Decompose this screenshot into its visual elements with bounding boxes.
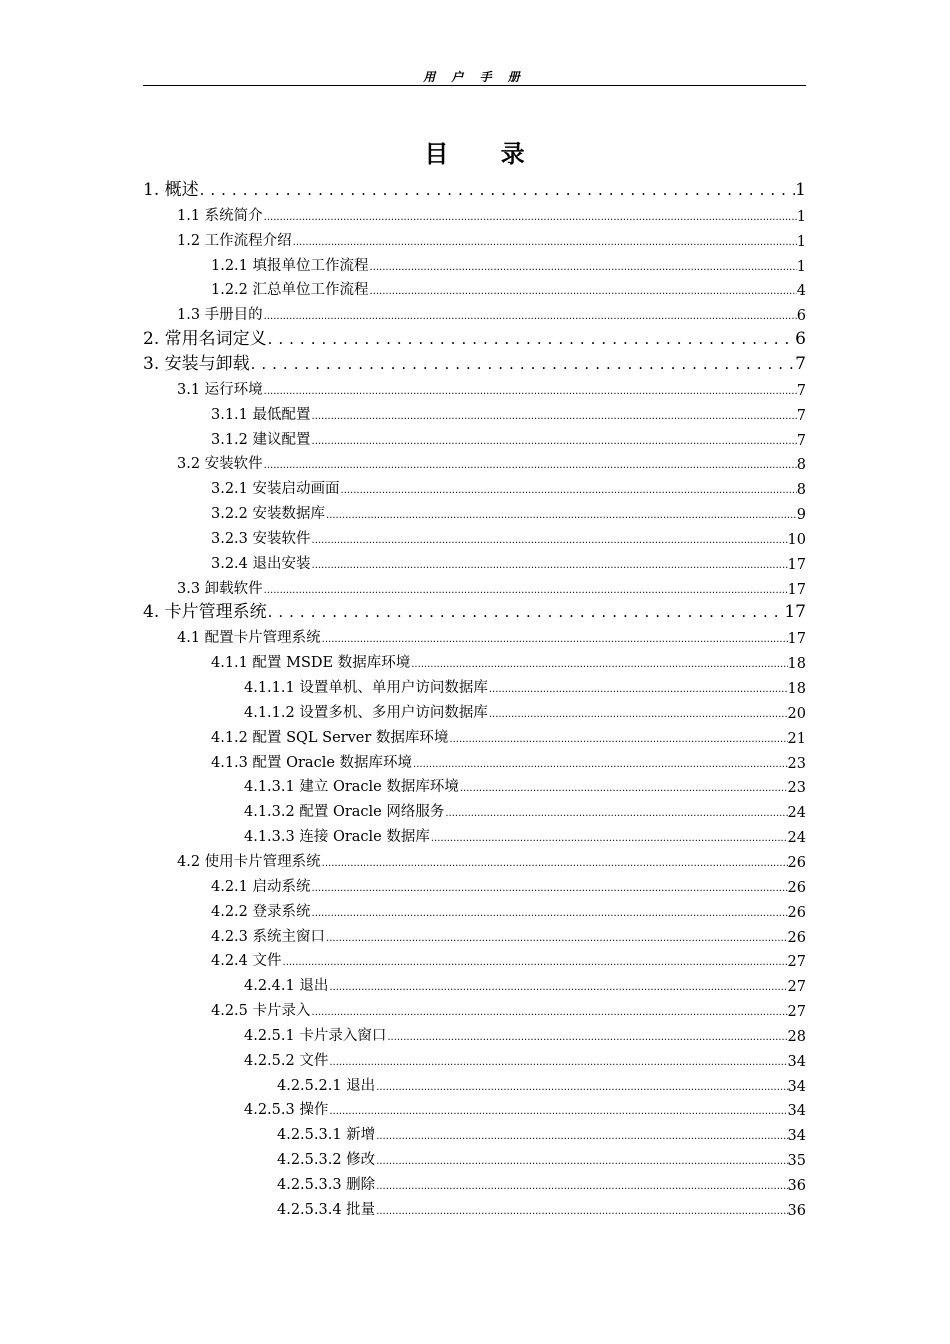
toc-entry-text: 3.3 卸载软件 <box>177 580 263 597</box>
toc-dot-leader <box>311 896 788 921</box>
toc-dot-leader <box>488 697 788 722</box>
toc-page-number: 27 <box>787 1004 806 1021</box>
toc-entry[interactable] <box>143 647 806 672</box>
toc-page-number: 24 <box>787 805 806 822</box>
toc-dot-leader <box>311 871 788 896</box>
toc-page-number: 17 <box>787 556 806 573</box>
toc-entry-text: 3.2.2 安装数据库 <box>211 506 326 523</box>
toc-entry[interactable] <box>143 1045 806 1070</box>
toc-dot-leader <box>340 473 797 498</box>
toc-dot-leader <box>263 200 797 225</box>
toc-entry[interactable] <box>143 672 806 697</box>
toc-dot-leader <box>375 1194 787 1219</box>
toc-page-number: 1 <box>796 258 806 275</box>
toc-dot-leader <box>325 498 797 523</box>
toc-entry[interactable] <box>143 796 806 821</box>
toc-page-number: 7 <box>796 407 806 424</box>
toc-dot-leader <box>375 1119 787 1144</box>
toc-entry-text: 1.1 系统简介 <box>177 207 263 224</box>
toc-dot-leader <box>282 945 788 970</box>
toc-entry[interactable] <box>143 921 806 946</box>
toc-entry-text: 4.2.1 启动系统 <box>211 878 311 895</box>
toc-entry[interactable] <box>143 697 806 722</box>
toc-dot-leader <box>311 548 788 573</box>
toc-page-number: 27 <box>787 954 806 971</box>
toc-entry-text: 4.2.2 登录系统 <box>211 903 311 920</box>
toc-page-number: 18 <box>787 681 806 697</box>
toc-dot-leader <box>321 846 788 871</box>
toc-entry[interactable] <box>143 274 806 299</box>
toc-dot-leader <box>328 1045 787 1070</box>
toc-page-number: 26 <box>787 929 806 946</box>
toc-entry[interactable] <box>143 1070 806 1095</box>
page-header: 用 户 手 册 <box>423 70 526 84</box>
toc-page-number: 20 <box>787 705 806 722</box>
toc-entry-text: 4.2.5.3.2 修改 <box>277 1152 376 1169</box>
toc-entry-text: 4.1.3.1 建立 Oracle 数据库环境 <box>244 779 459 796</box>
toc-entry[interactable] <box>143 1094 806 1119</box>
toc-entry-text: 4.2.5.2 文件 <box>244 1052 329 1069</box>
toc-entry-text: 4. 卡片管理系统 <box>143 602 267 623</box>
toc-entry-text: 2. 常用名词定义 <box>143 329 267 350</box>
toc-page-number: 6 <box>796 308 806 325</box>
toc-page-number: 7 <box>796 382 806 399</box>
toc-dot-leader <box>375 1070 787 1095</box>
toc-entry[interactable] <box>143 1020 806 1045</box>
toc-entry-text: 4.1.2 配置 SQL Server 数据库环境 <box>211 729 449 746</box>
toc-page-number: 17 <box>784 602 806 623</box>
toc-page-number: 7 <box>795 353 806 374</box>
toc-page-number: 10 <box>787 531 806 548</box>
toc-entry-text: 4.2.5 卡片录入 <box>211 1003 311 1020</box>
toc-page-number: 8 <box>796 482 806 499</box>
toc-dot-leader <box>410 647 787 672</box>
toc-dot-leader <box>311 523 788 548</box>
toc-dot-leader <box>263 573 788 598</box>
toc-dot-leader <box>412 747 788 772</box>
toc-entry[interactable] <box>143 1169 806 1194</box>
toc-entry-text: 1.3 手册目的 <box>177 307 263 324</box>
toc-dot-leader <box>328 970 787 995</box>
toc-entry-text: 4.2.5.2.1 退出 <box>277 1077 376 1094</box>
toc-entry-text: 4.1.3.2 配置 Oracle 网络服务 <box>244 804 445 821</box>
toc-entry[interactable] <box>143 324 806 349</box>
toc-dot-leader <box>375 1144 787 1169</box>
toc-entry-text: 3.2 安装软件 <box>177 456 263 473</box>
toc-page-number: 23 <box>787 780 806 797</box>
toc-entry-text: 4.1.1 配置 MSDE 数据库环境 <box>211 655 411 672</box>
toc-dot-leader <box>250 349 796 374</box>
toc-entry-text: 4.2.5.3 操作 <box>244 1102 329 1119</box>
toc-dot-leader <box>444 796 787 821</box>
toc-dot-leader <box>311 399 797 424</box>
toc-dot-leader <box>488 672 788 697</box>
toc-dot-leader <box>369 274 797 299</box>
toc-entry[interactable] <box>143 399 806 424</box>
toc-entry-text: 4.2.5.3.4 批量 <box>277 1201 376 1218</box>
toc-entry[interactable] <box>143 175 806 200</box>
toc-entry-text: 4.2 使用卡片管理系统 <box>177 853 321 870</box>
toc-entry[interactable] <box>143 771 806 796</box>
toc-page-number: 23 <box>787 755 806 772</box>
toc-page-number: 1 <box>795 180 806 200</box>
toc-page-number: 18 <box>787 656 806 673</box>
toc-entry[interactable] <box>143 374 806 399</box>
toc-page-number: 34 <box>787 1128 806 1145</box>
toc-page-number: 17 <box>787 581 806 598</box>
toc-page-number: 7 <box>796 432 806 449</box>
toc-entry[interactable] <box>143 945 806 970</box>
toc-entry[interactable] <box>143 821 806 846</box>
toc-entry[interactable] <box>143 1119 806 1144</box>
toc-dot-leader <box>267 324 796 349</box>
toc-entry[interactable] <box>143 225 806 250</box>
toc-dot-leader <box>311 424 797 449</box>
toc-page-number: 34 <box>787 1103 806 1120</box>
toc-entry[interactable] <box>143 200 806 225</box>
toc-page-number: 26 <box>787 904 806 921</box>
toc-dot-leader <box>375 1169 787 1194</box>
toc-entry-text: 1. 概述 <box>143 180 199 200</box>
toc-page-number: 4 <box>796 283 806 300</box>
toc-entry[interactable] <box>143 349 806 374</box>
toc-page-number: 26 <box>787 854 806 871</box>
toc-entry[interactable] <box>143 498 806 523</box>
toc-page-number: 1 <box>796 208 806 225</box>
toc-page-number: 24 <box>787 830 806 847</box>
toc-page-number: 8 <box>796 457 806 474</box>
toc-dot-leader <box>267 597 785 622</box>
toc-entry[interactable] <box>143 548 806 573</box>
toc-entry[interactable] <box>143 747 806 772</box>
toc-page-number: 27 <box>787 979 806 996</box>
toc-page-number: 17 <box>787 631 806 648</box>
toc-entry-text: 4.2.3 系统主窗口 <box>211 928 326 945</box>
toc-entry-text: 3.2.4 退出安装 <box>211 555 311 572</box>
toc-entry-text: 3.2.1 安装启动画面 <box>211 481 340 498</box>
toc-entry[interactable] <box>143 722 806 747</box>
toc-entry-text: 1.2.2 汇总单位工作流程 <box>211 282 369 299</box>
toc-entry-text: 4.1.1.2 设置多机、多用户访问数据库 <box>244 704 488 721</box>
toc-entry[interactable] <box>143 995 806 1020</box>
toc-entry[interactable] <box>143 523 806 548</box>
toc-entry[interactable] <box>143 846 806 871</box>
toc-entry[interactable] <box>143 250 806 275</box>
toc-entry-text: 4.2.5.1 卡片录入窗口 <box>244 1027 387 1044</box>
toc-title: 目 录 <box>424 139 547 168</box>
toc-entry-text: 1.2 工作流程介绍 <box>177 232 292 249</box>
toc-entry-text: 3. 安装与卸载 <box>143 353 250 374</box>
toc-page-number: 35 <box>787 1153 806 1170</box>
toc-dot-leader <box>386 1020 787 1045</box>
toc-entry-text: 4.1.3 配置 Oracle 数据库环境 <box>211 754 413 771</box>
toc-dot-leader <box>292 225 797 250</box>
toc-dot-leader <box>328 1094 787 1119</box>
toc-entry-text: 1.2.1 填报单位工作流程 <box>211 257 369 274</box>
toc-dot-leader <box>325 921 788 946</box>
toc-page-number: 36 <box>787 1202 806 1219</box>
toc-entry-text: 3.1.1 最低配置 <box>211 406 311 423</box>
toc-page-number: 26 <box>787 879 806 896</box>
toc-entry-text: 4.2.4.1 退出 <box>244 978 329 995</box>
toc-entry[interactable] <box>143 1144 806 1169</box>
toc-dot-leader <box>369 250 797 275</box>
toc-entry[interactable] <box>143 448 806 473</box>
toc-dot-leader <box>448 722 787 747</box>
toc-entry-text: 4.1.3.3 连接 Oracle 数据库 <box>244 829 430 846</box>
toc-dot-leader <box>199 175 796 200</box>
toc-dot-leader <box>459 771 788 796</box>
toc-page-number: 28 <box>787 1028 806 1045</box>
toc-page-number: 9 <box>796 507 806 524</box>
toc-page-number: 21 <box>787 730 806 747</box>
toc-page-number: 34 <box>787 1053 806 1070</box>
toc-entry-text: 4.2.5.3.3 删除 <box>277 1177 376 1193</box>
toc-page-number: 6 <box>795 329 806 350</box>
toc-dot-leader <box>263 374 797 399</box>
toc-entry[interactable] <box>143 896 806 921</box>
toc-entry-text: 3.1.2 建议配置 <box>211 431 311 448</box>
toc-entry-text: 4.2.4 文件 <box>211 953 282 970</box>
toc-page-number: 36 <box>787 1178 806 1194</box>
toc-entry-text: 3.2.3 安装软件 <box>211 530 311 547</box>
toc-entry[interactable] <box>143 1194 806 1219</box>
toc-entry[interactable] <box>143 424 806 449</box>
toc-entry[interactable] <box>143 597 806 622</box>
toc-entry-text: 4.1 配置卡片管理系统 <box>177 630 321 647</box>
toc-entry[interactable] <box>143 473 806 498</box>
toc-entry-text: 3.1 运行环境 <box>177 381 263 398</box>
toc-dot-leader <box>263 448 797 473</box>
toc-dot-leader <box>430 821 788 846</box>
toc-dot-leader <box>321 622 788 647</box>
toc-entry-text: 4.2.5.3.1 新增 <box>277 1127 376 1144</box>
toc-entry[interactable] <box>143 299 806 324</box>
toc-page-number: 34 <box>787 1078 806 1095</box>
toc-entry[interactable] <box>143 573 806 598</box>
toc-dot-leader <box>263 299 797 324</box>
toc-entry[interactable] <box>143 970 806 995</box>
toc-page-number: 1 <box>796 233 806 250</box>
toc-entry[interactable] <box>143 871 806 896</box>
toc-entry[interactable] <box>143 622 806 647</box>
toc-dot-leader <box>311 995 788 1020</box>
header-rule <box>143 85 806 86</box>
toc-entry-text: 4.1.1.1 设置单机、单用户访问数据库 <box>244 680 488 696</box>
